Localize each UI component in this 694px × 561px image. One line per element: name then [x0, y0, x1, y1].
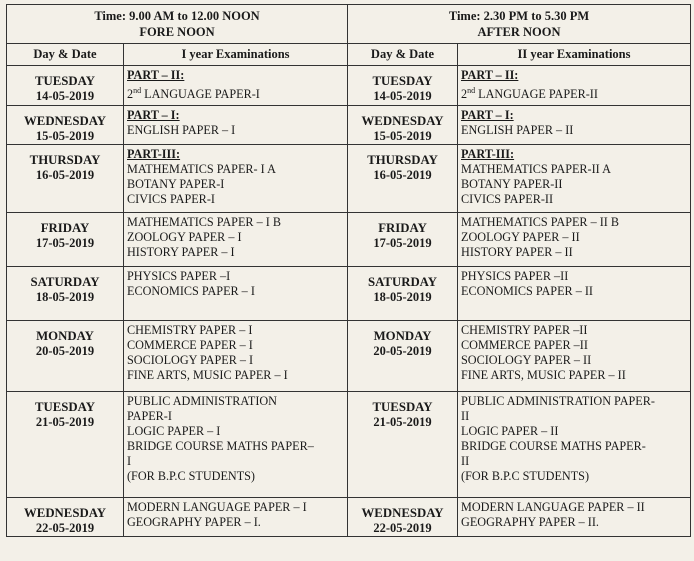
table-row — [7, 321, 691, 392]
table-row — [7, 267, 691, 321]
fn-day-date-cell — [7, 213, 124, 267]
exam-paper-line: CHEMISTRY PAPER – I — [127, 323, 253, 338]
fn-exam-cell — [124, 66, 348, 106]
exam-paper-line: FINE ARTS, MUSIC PAPER – I — [127, 368, 288, 383]
exam-paper-line: 2nd LANGUAGE PAPER-II — [461, 86, 598, 102]
exam-paper-line: 2nd LANGUAGE PAPER-I — [127, 86, 260, 102]
exam-paper-line: COMMERCE PAPER –II — [461, 338, 588, 353]
an-day-date-cell — [348, 392, 458, 498]
exam-paper-line: BRIDGE COURSE MATHS PAPER- — [461, 439, 646, 454]
fn-exam-cell — [124, 392, 348, 498]
exam-date: 21-05-2019 — [373, 415, 432, 430]
day-name: WEDNESDAY — [361, 506, 444, 521]
part-heading: PART-III: — [127, 147, 181, 162]
exam-paper-line: HISTORY PAPER – I — [127, 245, 235, 260]
exam-date: 14-05-2019 — [35, 89, 95, 103]
exam-paper-line: II — [461, 409, 470, 424]
exam-paper-line: BOTANY PAPER-I — [127, 177, 225, 192]
session-header-row — [7, 5, 691, 44]
exam-date: 15-05-2019 — [35, 129, 95, 144]
day-name: TUESDAY — [35, 74, 95, 88]
exam-paper-line: GEOGRAPHY PAPER – I. — [127, 515, 261, 530]
fn-exam-cell — [124, 145, 348, 213]
table-row — [7, 106, 691, 145]
exam-paper-line: MODERN LANGUAGE PAPER – II — [461, 500, 645, 515]
an-day-date-cell — [348, 145, 458, 213]
day-name: TUESDAY — [35, 400, 95, 415]
col-second-year: II year Examinations — [458, 44, 691, 66]
exam-paper-line: MODERN LANGUAGE PAPER – I — [127, 500, 307, 515]
day-name: SATURDAY — [368, 275, 437, 290]
exam-paper-line: (FOR B.P.C STUDENTS) — [127, 469, 255, 484]
an-exam-cell — [458, 392, 691, 498]
exam-paper-line: BOTANY PAPER-II — [461, 177, 563, 192]
fn-day-date-cell — [7, 498, 124, 537]
forenoon-time: Time: 9.00 AM to 12.00 NOON — [94, 9, 260, 23]
exam-paper-line: LOGIC PAPER – I — [127, 424, 221, 439]
exam-paper-line: MATHEMATICS PAPER- I A — [127, 162, 276, 177]
exam-paper-line: ECONOMICS PAPER – I — [127, 284, 255, 299]
fn-day-date-cell — [7, 392, 124, 498]
exam-date: 14-05-2019 — [373, 89, 432, 103]
exam-date: 20-05-2019 — [373, 344, 432, 359]
exam-paper-line: PHYSICS PAPER –II — [461, 269, 569, 284]
an-exam-cell — [458, 498, 691, 537]
day-name: SATURDAY — [30, 275, 100, 290]
exam-date: 15-05-2019 — [373, 129, 432, 144]
exam-paper-line: ZOOLOGY PAPER – I — [127, 230, 242, 245]
exam-paper-line: II — [461, 454, 470, 469]
exam-date: 17-05-2019 — [35, 236, 95, 251]
fn-exam-cell — [124, 213, 348, 267]
exam-paper-line: I — [127, 454, 132, 469]
column-header-row — [7, 44, 691, 66]
fn-exam-cell — [124, 267, 348, 321]
table-row — [7, 498, 691, 537]
exam-paper-line: GEOGRAPHY PAPER – II. — [461, 515, 599, 530]
exam-paper-line: CIVICS PAPER-II — [461, 192, 554, 207]
timetable-body — [7, 66, 691, 537]
an-day-date-cell — [348, 498, 458, 537]
col-first-year: I year Examinations — [124, 44, 348, 66]
an-day-date-cell — [348, 106, 458, 145]
exam-date: 22-05-2019 — [35, 521, 95, 536]
exam-date: 16-05-2019 — [35, 168, 95, 183]
part-heading: PART – II: — [461, 68, 519, 82]
an-exam-cell — [458, 145, 691, 213]
exam-date: 18-05-2019 — [35, 290, 95, 305]
an-exam-cell — [458, 106, 691, 145]
table-row — [7, 392, 691, 498]
day-name: THURSDAY — [29, 153, 101, 168]
exam-paper-line: ENGLISH PAPER – I — [127, 123, 236, 138]
day-name: FRIDAY — [40, 221, 90, 236]
exam-paper-line: ENGLISH PAPER – II — [461, 123, 574, 138]
afternoon-label: AFTER NOON — [477, 25, 561, 39]
an-exam-cell — [458, 213, 691, 267]
exam-paper-line: ZOOLOGY PAPER – II — [461, 230, 580, 245]
exam-date: 22-05-2019 — [373, 521, 432, 536]
an-exam-cell — [458, 321, 691, 392]
fn-day-date-cell — [7, 321, 124, 392]
exam-paper-line: MATHEMATICS PAPER – II B — [461, 215, 620, 230]
exam-paper-line: ECONOMICS PAPER – II — [461, 284, 593, 299]
exam-paper-line: COMMERCE PAPER – I — [127, 338, 253, 353]
an-exam-cell — [458, 267, 691, 321]
fn-exam-cell — [124, 498, 348, 537]
day-name: THURSDAY — [367, 153, 438, 168]
day-name: FRIDAY — [378, 221, 427, 236]
exam-date: 16-05-2019 — [373, 168, 432, 183]
exam-date: 17-05-2019 — [373, 236, 432, 251]
forenoon-header — [7, 5, 348, 44]
exam-paper-line: PUBLIC ADMINISTRATION PAPER- — [461, 394, 655, 409]
an-day-date-cell — [348, 267, 458, 321]
timetable-table — [6, 4, 691, 537]
exam-date: 20-05-2019 — [35, 344, 95, 359]
forenoon-label: FORE NOON — [139, 25, 215, 39]
fn-exam-cell — [124, 106, 348, 145]
table-row — [7, 213, 691, 267]
table-row — [7, 66, 691, 106]
fn-day-date-cell — [7, 267, 124, 321]
afternoon-header — [348, 5, 691, 44]
exam-paper-line: SOCIOLOGY PAPER – II — [461, 353, 592, 368]
exam-paper-line: MATHEMATICS PAPER – I B — [127, 215, 281, 230]
col-day-date-an: Day & Date — [348, 44, 458, 66]
exam-paper-line: CHEMISTRY PAPER –II — [461, 323, 588, 338]
col-day-date-fn: Day & Date — [7, 44, 124, 66]
exam-date: 21-05-2019 — [35, 415, 95, 430]
fn-day-date-cell — [7, 106, 124, 145]
exam-date: 18-05-2019 — [373, 290, 432, 305]
day-name: WEDNESDAY — [23, 506, 107, 521]
an-exam-cell — [458, 66, 691, 106]
fn-day-date-cell — [7, 145, 124, 213]
day-name: WEDNESDAY — [361, 114, 444, 129]
part-heading: PART-III: — [461, 147, 515, 162]
exam-timetable — [6, 4, 690, 557]
part-heading: PART – II: — [127, 68, 185, 82]
day-name: WEDNESDAY — [23, 114, 107, 129]
day-name: MONDAY — [373, 329, 432, 344]
fn-exam-cell — [124, 321, 348, 392]
exam-paper-line: PUBLIC ADMINISTRATION — [127, 394, 277, 409]
afternoon-time: Time: 2.30 PM to 5.30 PM — [448, 9, 590, 23]
an-day-date-cell — [348, 66, 458, 106]
exam-paper-line: BRIDGE COURSE MATHS PAPER– — [127, 439, 314, 454]
day-name: MONDAY — [36, 329, 94, 344]
exam-paper-line: SOCIOLOGY PAPER – I — [127, 353, 254, 368]
day-name: TUESDAY — [372, 74, 433, 88]
exam-paper-line: HISTORY PAPER – II — [461, 245, 573, 260]
exam-paper-line: PHYSICS PAPER –I — [127, 269, 231, 284]
an-day-date-cell — [348, 213, 458, 267]
table-row — [7, 145, 691, 213]
fn-day-date-cell — [7, 66, 124, 106]
exam-paper-line: LOGIC PAPER – II — [461, 424, 559, 439]
exam-paper-line: PAPER-I — [127, 409, 172, 424]
exam-paper-line: CIVICS PAPER-I — [127, 192, 215, 207]
exam-paper-line: FINE ARTS, MUSIC PAPER – II — [461, 368, 626, 383]
part-heading: PART – I: — [461, 108, 514, 123]
exam-paper-line: MATHEMATICS PAPER-II A — [461, 162, 611, 177]
an-day-date-cell — [348, 321, 458, 392]
part-heading: PART – I: — [127, 108, 180, 123]
exam-paper-line: (FOR B.P.C STUDENTS) — [461, 469, 590, 484]
day-name: TUESDAY — [372, 400, 433, 415]
